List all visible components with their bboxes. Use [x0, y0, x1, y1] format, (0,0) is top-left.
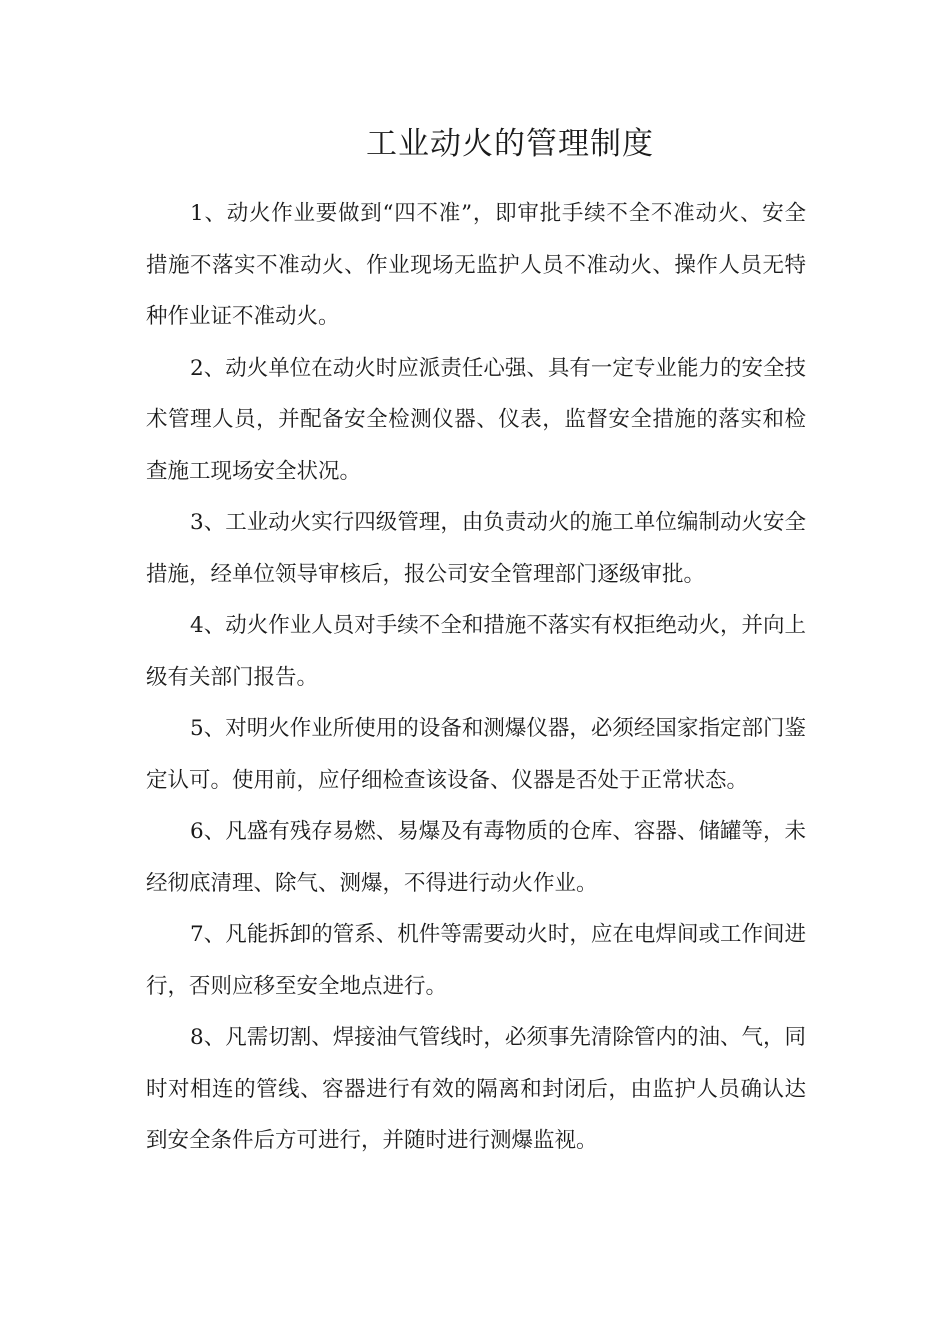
paragraph-5: 5、对明火作业所使用的设备和测爆仪器，必须经国家指定部门鉴定认可。使用前，应仔细检查该设备、仪器是否处于正常状态。 — [146, 716, 806, 793]
document-body — [146, 188, 806, 1167]
paragraph-6: 6、凡盛有残存易燃、易爆及有毒物质的仓库、容器、储罐等，未经彻底清理、除气、测爆，不得进行动火作业。 — [146, 819, 806, 896]
paragraph-7: 7、凡能拆卸的管系、机件等需要动火时，应在电焊间或工作间进行，否则应移至安全地点进行。 — [146, 922, 806, 999]
paragraph-8: 8、凡需切割、焊接油气管线时，必须事先清除管内的油、气，同时对相连的管线、容器进行有效的隔离和封闭后，由监护人员确认达到安全条件后方可进行，并随时进行测爆监视。 — [146, 1025, 806, 1153]
paragraph-1: 1、动火作业要做到“四不准”，即审批手续不全不准动火、安全措施不落实不准动火、作业现场无监护人员不准动火、操作人员无特种作业证不准动火。 — [146, 201, 806, 329]
paragraph-2: 2、动火单位在动火时应派责任心强、具有一定专业能力的安全技术管理人员，并配备安全检测仪器、仪表，监督安全措施的落实和检查施工现场安全状况。 — [146, 355, 806, 484]
document-title: 工业动火的管理制度 — [366, 126, 654, 162]
paragraph-4: 4、动火作业人员对手续不全和措施不落实有权拒绝动火，并向上级有关部门报告。 — [146, 613, 806, 690]
paragraph-3: 3、工业动火实行四级管理，由负责动火的施工单位编制动火安全措施，经单位领导审核后，报公司安全管理部门逐级审批。 — [146, 510, 806, 587]
